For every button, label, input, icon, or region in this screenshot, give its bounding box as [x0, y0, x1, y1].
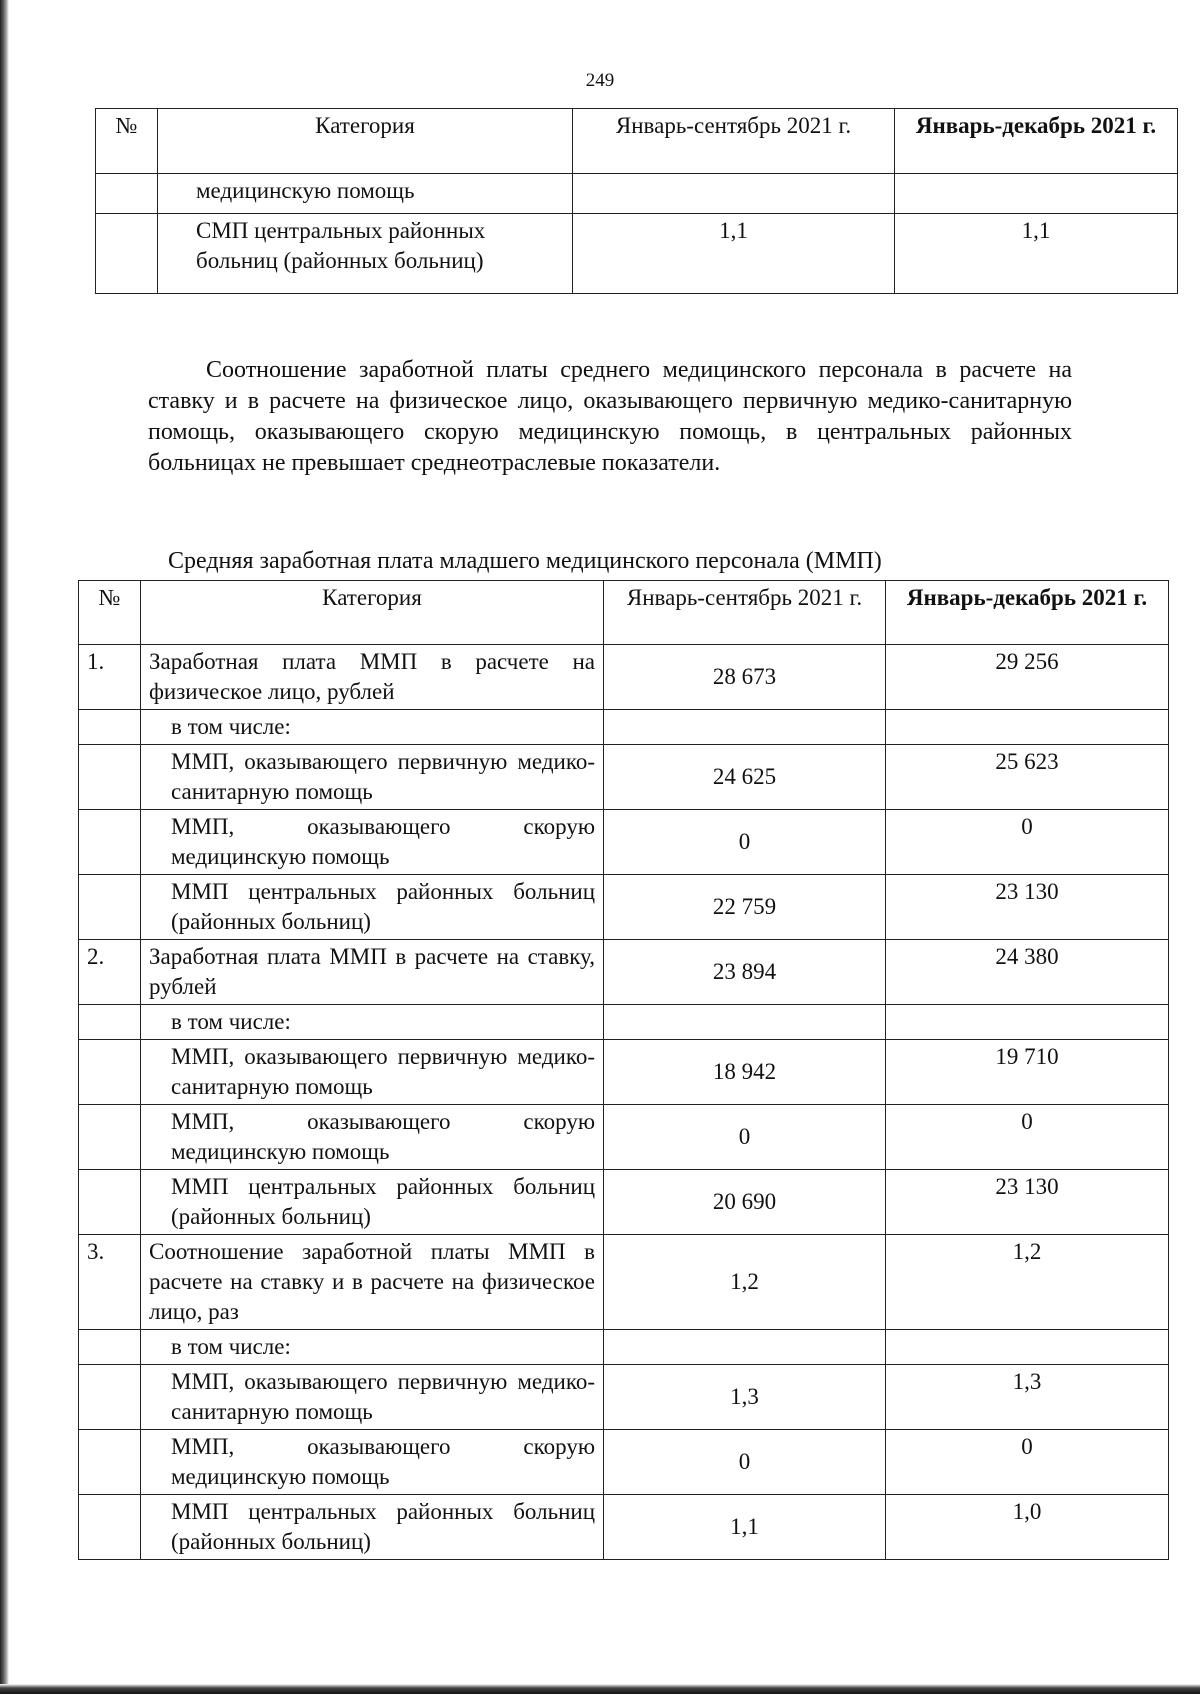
- row-value-jan-dec: 23 130: [886, 1170, 1169, 1235]
- table-row: [79, 710, 1169, 745]
- header-jan-sep: Январь-сентябрь 2021 г.: [604, 581, 886, 645]
- row-category: ММП, оказывающего скорую медицинскую помощь: [141, 1430, 604, 1495]
- header-jan-sep: Январь-сентябрь 2021 г.: [573, 109, 895, 174]
- table-caption: Средняя заработная плата младшего медицинского персонала (ММП): [168, 548, 882, 574]
- scan-bottom-edge: [0, 1684, 1200, 1694]
- row-num: [79, 1365, 141, 1430]
- table-row: [79, 1365, 1169, 1430]
- row-value-jan-dec: 1,3: [886, 1365, 1169, 1430]
- table-row: [79, 1005, 1169, 1040]
- row-value-jan-sep: 0: [604, 1105, 886, 1170]
- row-num: [96, 174, 158, 214]
- page-number: 249: [585, 70, 615, 91]
- row-value-jan-dec: 0: [886, 1430, 1169, 1495]
- row-value-jan-dec: 25 623: [886, 745, 1169, 810]
- row-num: [79, 1040, 141, 1105]
- header-category: Категория: [158, 109, 573, 174]
- body-paragraph: Соотношение заработной платы среднего медицинского персонала в расчете на ставку и в расчете на физическое лицо, оказывающего первичную медико-санитарную помощь, оказывающего скорую медицинскую помощь, в центральных районных больницах не превышает среднеотраслевые показатели.: [148, 357, 1072, 476]
- row-category: в том числе:: [141, 1330, 604, 1365]
- table-row: [79, 745, 1169, 810]
- row-category: Соотношение заработной платы ММП в расчете на ставку и в расчете на физическое лицо, раз: [141, 1235, 604, 1330]
- row-value-jan-sep: 1,3: [604, 1365, 886, 1430]
- row-num: [79, 745, 141, 810]
- row-category: ММП, оказывающего скорую медицинскую помощь: [141, 810, 604, 875]
- row-value-jan-sep: 24 625: [604, 745, 886, 810]
- table-header-row: [79, 581, 1169, 645]
- table-row: [79, 1430, 1169, 1495]
- row-value-jan-dec: 29 256: [886, 645, 1169, 710]
- row-category: ММП, оказывающего первичную медико-санитарную помощь: [141, 1365, 604, 1430]
- row-num: [79, 1495, 141, 1560]
- row-value-jan-sep: 0: [604, 810, 886, 875]
- row-value-jan-dec: 19 710: [886, 1040, 1169, 1105]
- row-num: [79, 1105, 141, 1170]
- table-row: [79, 645, 1169, 710]
- table-row: [96, 174, 1178, 214]
- row-category: ММП, оказывающего скорую медицинскую помощь: [141, 1105, 604, 1170]
- row-value-jan-sep: [604, 1005, 886, 1040]
- row-num: 3.: [79, 1235, 141, 1330]
- header-num: №: [79, 581, 141, 645]
- row-category: Заработная плата ММП в расчете на ставку, рублей: [141, 940, 604, 1005]
- table-row: [79, 940, 1169, 1005]
- row-value-jan-sep: [573, 174, 895, 214]
- row-value-jan-sep: 23 894: [604, 940, 886, 1005]
- row-category: ММП центральных районных больниц (районных больниц): [141, 1495, 604, 1560]
- table-row: [79, 810, 1169, 875]
- table-row: [79, 1170, 1169, 1235]
- row-value-jan-sep: [604, 1330, 886, 1365]
- row-category: ММП, оказывающего первичную медико-санитарную помощь: [141, 745, 604, 810]
- row-value-jan-dec: 1,1: [895, 214, 1178, 294]
- row-num: [79, 1170, 141, 1235]
- row-value-jan-dec: 1,2: [886, 1235, 1169, 1330]
- continued-table: [95, 108, 1178, 294]
- table-row: [79, 1105, 1169, 1170]
- row-value-jan-dec: [886, 1330, 1169, 1365]
- table-row: [79, 1235, 1169, 1330]
- row-value-jan-sep: 0: [604, 1430, 886, 1495]
- row-value-jan-dec: 0: [886, 810, 1169, 875]
- mmp-table-body: [79, 645, 1169, 1560]
- row-value-jan-sep: 22 759: [604, 875, 886, 940]
- row-value-jan-sep: 18 942: [604, 1040, 886, 1105]
- row-value-jan-sep: 28 673: [604, 645, 886, 710]
- row-value-jan-sep: 20 690: [604, 1170, 886, 1235]
- table-row: [79, 1040, 1169, 1105]
- header-jan-dec: Январь-декабрь 2021 г.: [895, 109, 1178, 174]
- row-category: ММП, оказывающего первичную медико-санитарную помощь: [141, 1040, 604, 1105]
- row-value-jan-sep: [604, 710, 886, 745]
- row-num: [79, 810, 141, 875]
- row-num: [79, 1430, 141, 1495]
- row-category: СМП центральных районных больниц (районных больниц): [158, 214, 573, 294]
- row-num: [79, 1005, 141, 1040]
- header-category: Категория: [141, 581, 604, 645]
- row-category: ММП центральных районных больниц (районных больниц): [141, 875, 604, 940]
- row-num: 2.: [79, 940, 141, 1005]
- row-value-jan-sep: 1,1: [604, 1495, 886, 1560]
- row-category: в том числе:: [141, 710, 604, 745]
- row-value-jan-dec: 1,0: [886, 1495, 1169, 1560]
- row-value-jan-dec: [895, 174, 1178, 214]
- header-jan-dec: Январь-декабрь 2021 г.: [886, 581, 1169, 645]
- table-row: [79, 1330, 1169, 1365]
- row-value-jan-dec: 0: [886, 1105, 1169, 1170]
- row-num: [79, 710, 141, 745]
- row-category: медицинскую помощь: [158, 174, 573, 214]
- row-num: [79, 1330, 141, 1365]
- header-num: №: [96, 109, 158, 174]
- row-num: [79, 875, 141, 940]
- table-row: [96, 214, 1178, 294]
- table-row: [79, 1495, 1169, 1560]
- table-header-row: [96, 109, 1178, 174]
- row-value-jan-sep: 1,1: [573, 214, 895, 294]
- mmp-salary-table: [78, 580, 1169, 1560]
- row-num: [96, 214, 158, 294]
- row-num: 1.: [79, 645, 141, 710]
- row-value-jan-dec: [886, 710, 1169, 745]
- row-category: в том числе:: [141, 1005, 604, 1040]
- table-row: [79, 875, 1169, 940]
- row-value-jan-dec: 23 130: [886, 875, 1169, 940]
- row-value-jan-dec: 24 380: [886, 940, 1169, 1005]
- row-category: ММП центральных районных больниц (районных больниц): [141, 1170, 604, 1235]
- row-value-jan-sep: 1,2: [604, 1235, 886, 1330]
- scan-binding-edge: [0, 0, 9, 1694]
- row-value-jan-dec: [886, 1005, 1169, 1040]
- row-category: Заработная плата ММП в расчете на физическое лицо, рублей: [141, 645, 604, 710]
